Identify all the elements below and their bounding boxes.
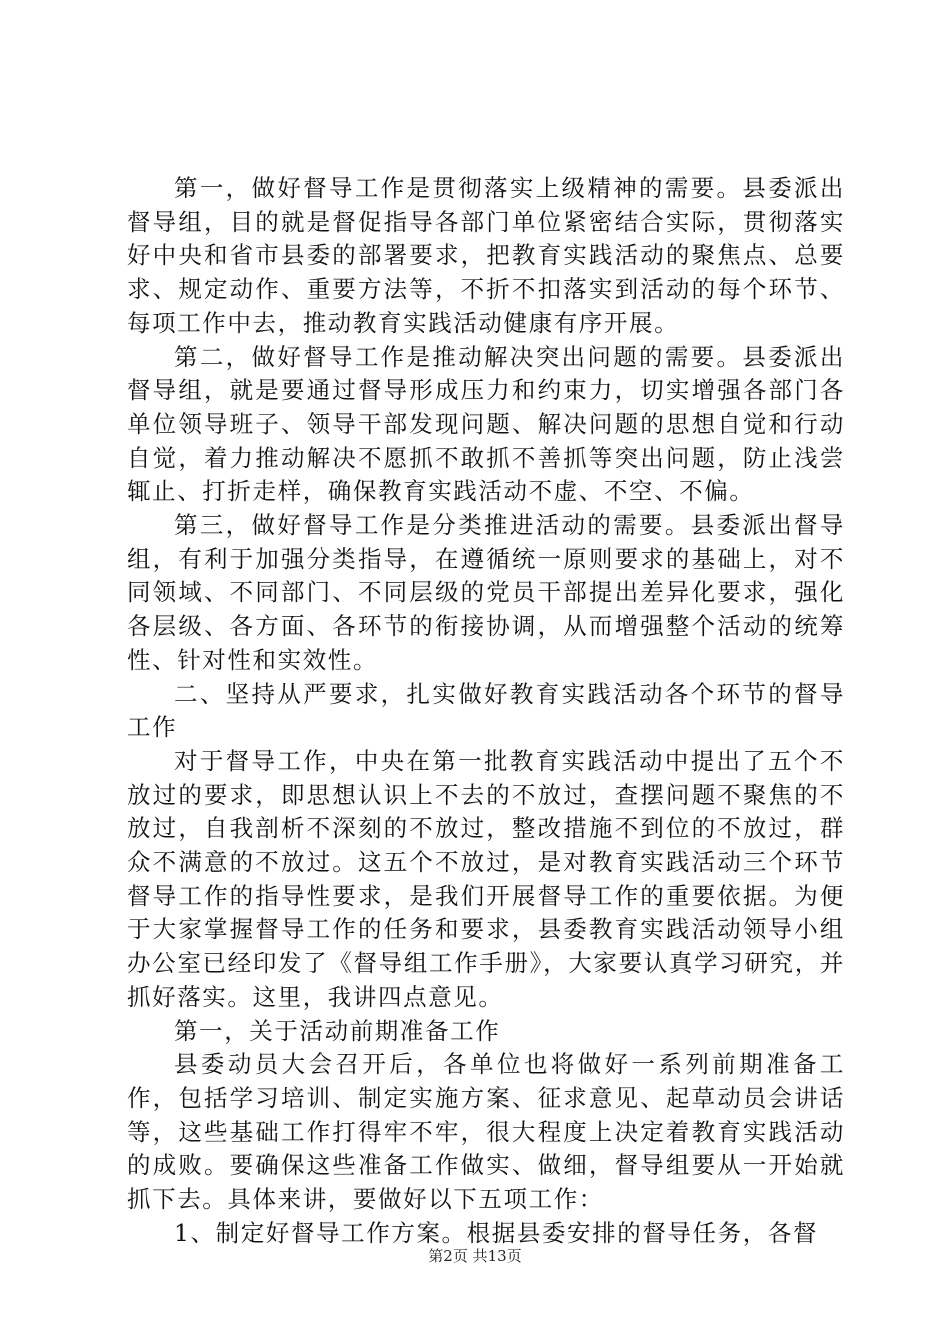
- body-text: [127, 172, 845, 1251]
- subsection-heading: 第一，关于活动前期准备工作: [174, 1016, 501, 1045]
- paragraph-5: 县委动员大会召开后，各单位也将做好一系列前期准备工作，包括学习培训、制定实施方案、征求意见、起草动员会讲话等，这些基础工作打得牢不牢，很大程度上决定着教育实践活动的成败。要确保这些准备工作做实、做细，督导组要从一开始就抓下去。具体来讲，要做好以下五项工作：: [127, 1050, 845, 1214]
- paragraph-4: 对于督导工作，中央在第一批教育实践活动中提出了五个不放过的要求，即思想认识上不去的不放过，查摆问题不聚焦的不放过，自我剖析不深刻的不放过，整改措施不到位的不放过，群众不满意的不放过。这五个不放过，是对教育实践活动三个环节督导工作的指导性要求，是我们开展督导工作的重要依据。为便于大家掌握督导工作的任务和要求，县委教育实践活动领导小组办公室已经印发了《督导组工作手册》，大家要认真学习研究，并抓好落实。这里，我讲四点意见。: [127, 746, 845, 1011]
- paragraph-1: 第一，做好督导工作是贯彻落实上级精神的需要。县委派出督导组，目的就是督促指导各部门单位紧密结合实际，贯彻落实好中央和省市县委的部署要求，把教育实践活动的聚焦点、总要求、规定动作、重要方法等，不折不扣落实到活动的每个环节、每项工作中去，推动教育实践活动健康有序开展。: [127, 174, 845, 337]
- paragraph-6: 1、制定好督导工作方案。根据县委安排的督导任务，各督: [174, 1218, 819, 1247]
- section-heading: 二、坚持从严要求，扎实做好教育实践活动各个环节的督导工作: [127, 679, 845, 742]
- paragraph-2: 第二，做好督导工作是推动解决突出问题的需要。县委派出督导组，就是要通过督导形成压力和约束力，切实增强各部门各单位领导班子、领导干部发现问题、解决问题的思想自觉和行动自觉，着力推动解决不愿抓不敢抓不善抓等突出问题，防止浅尝辄止、打折走样，确保教育实践活动不虚、不空、不偏。: [127, 342, 845, 506]
- paragraph-3: 第三，做好督导工作是分类推进活动的需要。县委派出督导组，有利于加强分类指导，在遵循统一原则要求的基础上，对不同领域、不同部门、不同层级的党员干部提出差异化要求，强化各层级、各方面、各环节的衔接协调，从而增强整个活动的统筹性、针对性和实效性。: [127, 511, 845, 674]
- page-footer: 第2页 共13页: [428, 1247, 522, 1265]
